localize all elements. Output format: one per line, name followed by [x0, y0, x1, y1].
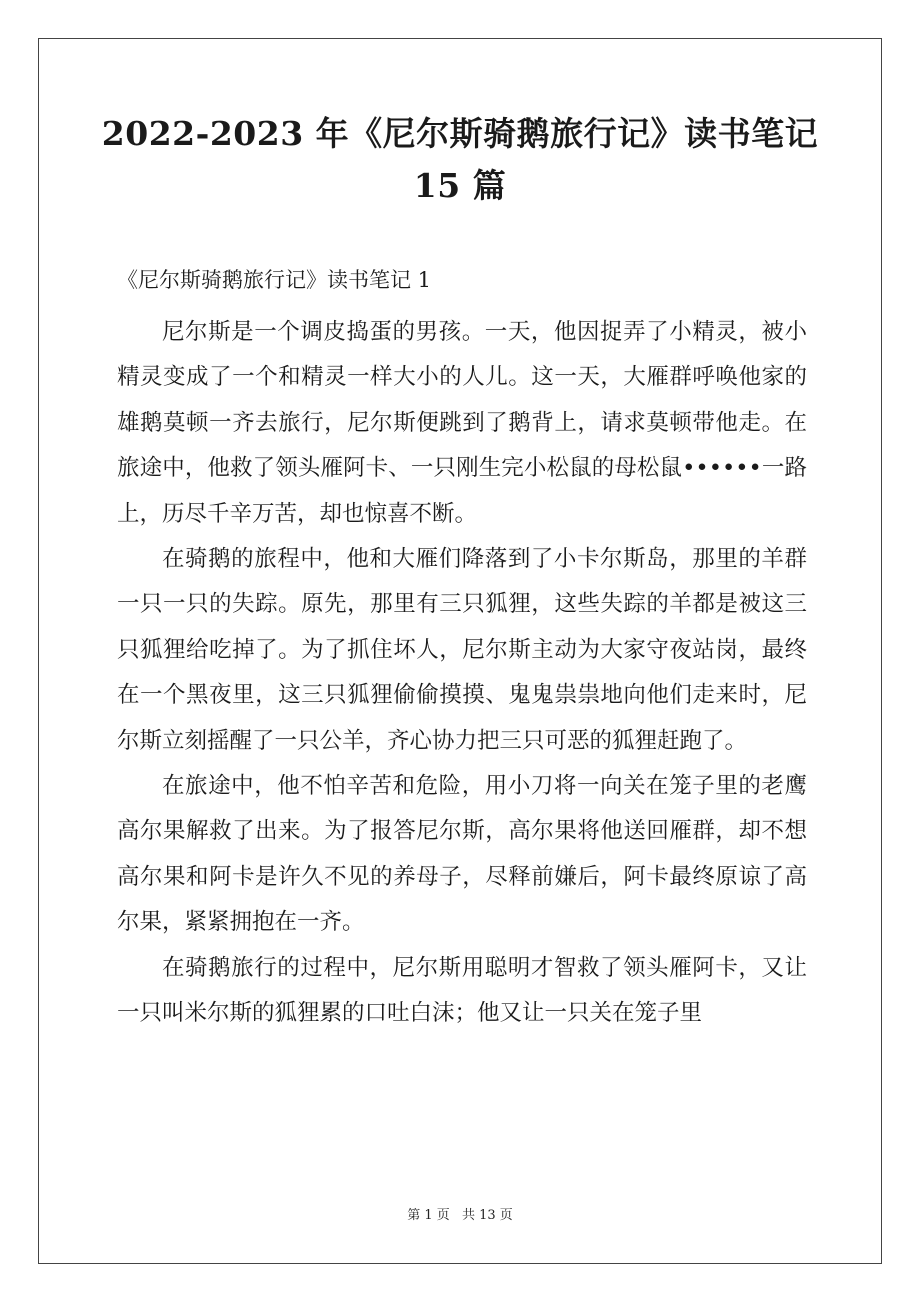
page-footer	[0, 1207, 920, 1225]
page-total: 共 13 页	[461, 1208, 513, 1223]
paragraph: 在旅途中，他不怕辛苦和危险，用小刀将一向关在笼子里的老鹰高尔果解救了出来。为了报答尼尔斯，高尔果将他送回雁群，却不想高尔果和阿卡是许久不见的养母子，尽释前嫌后，阿卡最终原谅了高尔果，紧紧拥抱在一齐。	[117, 773, 807, 936]
paragraph: 尼尔斯是一个调皮捣蛋的男孩。一天，他因捉弄了小精灵，被小精灵变成了一个和精灵一样大小的人儿。这一天，大雁群呼唤他家的雄鹅莫顿一齐去旅行，尼尔斯便跳到了鹅背上，请求莫顿带他走。在旅途中，他救了领头雁阿卡、一只刚生完小松鼠的母松鼠••••••一路上，历尽千辛万苦，却也惊喜不断。	[117, 319, 807, 527]
paragraph: 在骑鹅旅行的过程中，尼尔斯用聪明才智救了领头雁阿卡，又让一只叫米尔斯的狐狸累的口吐白沫；他又让一只关在笼子里	[117, 954, 807, 1027]
document-title: 2022-2023 年《尼尔斯骑鹅旅行记》读书笔记 15 篇	[101, 114, 819, 205]
paragraph: 在骑鹅的旅程中，他和大雁们降落到了小卡尔斯岛，那里的羊群一只一只的失踪。原先，那里有三只狐狸，这些失踪的羊都是被这三只狐狸给吃掉了。为了抓住坏人，尼尔斯主动为大家守夜站岗，最终在一个黑夜里，这三只狐狸偷偷摸摸、鬼鬼祟祟地向他们走来时，尼尔斯立刻摇醒了一只公羊，齐心协力把三只可恶的狐狸赶跑了。	[117, 546, 807, 754]
section-heading: 《尼尔斯骑鹅旅行记》读书笔记 1	[117, 268, 432, 292]
document-body	[117, 310, 807, 1037]
page-number: 第 1 页	[407, 1208, 450, 1223]
